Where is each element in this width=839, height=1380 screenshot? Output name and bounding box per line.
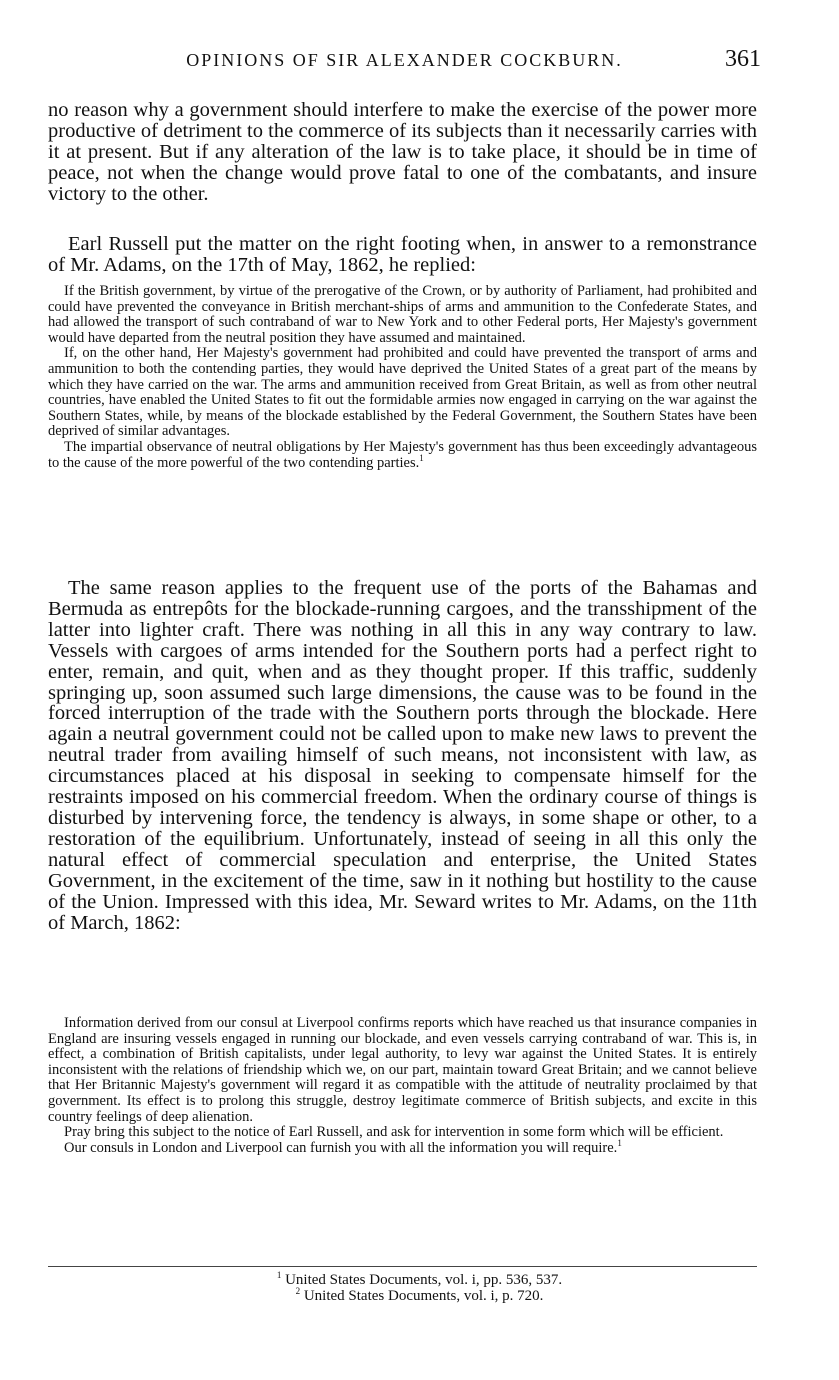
extract-paragraph: If the British government, by virtue of the prerogative of the Crown, or by authority of Parliament, had prohibited and could have prevented the conveyance in British merchant-ships of arms and ammunition to the Confederate States, and had allowed the transport of such contraband of war to New York and to other Federal ports, Her Majesty's government would have departed from the neutral position they have assumed and maintained.	[48, 283, 757, 346]
footnote	[0, 1272, 839, 1288]
extract-paragraph: Information derived from our consul at Liverpool confirms reports which have reached us that insurance companies in England are insuring vessels engaged in running our blockade, and even vessels carrying contraband of war. This is, in effect, a combination of British capitalists, under legal authority, to levy war against the United States. It is entirely inconsistent with the relations of friendship which we, on our part, maintain toward Great Britain; and we cannot believe that Her Britannic Majesty's government will regard it as compatible with the attitude of neutrality proclaimed by that government. Its effect is to prolong this struggle, destroy legitimate commerce of British subjects, and excite in this country feelings of deep alienation.	[48, 1015, 757, 1125]
footnote-rule	[48, 1266, 757, 1268]
paragraph-1-block	[48, 100, 757, 205]
extract-paragraph: Pray bring this subject to the notice of Earl Russell, and ask for intervention in some form which will be efficient.	[64, 1124, 724, 1141]
footnote-mark: 1	[276, 1270, 282, 1280]
footnote-marker: 1	[617, 1137, 622, 1148]
paragraph-3-block	[48, 578, 757, 933]
footnote-marker: 1	[419, 452, 424, 463]
extract-paragraph	[48, 1137, 757, 1157]
extract-seward	[48, 1016, 757, 1156]
extract-text: Our consuls in London and Liverpool can furnish you with all the information you will require.	[64, 1139, 618, 1156]
page-number: 361	[725, 46, 761, 72]
body-paragraph: no reason why a government should interfere to make the exercise of the power more productive of detriment to the commerce of its subjects than it necessarily carries with it at present. But if any alteration of the law is to take place, it should be in time of peace, not when the change would prove fatal to one of the combatants, and insure victory to the other.	[48, 99, 757, 205]
body-paragraph: The same reason applies to the frequent use of the ports of the Bahamas and Bermuda as entrepôts for the blockade-running cargoes, and the transshipment of the latter into lighter craft. There was nothing in all this in any way contrary to law. Vessels with cargoes of arms intended for the Southern ports had a perfect right to enter, remain, and quit, when and as they thought proper. If this traffic, suddenly springing up, soon assumed such large dimensions, the cause was to be found in the forced interruption of the trade with the Southern ports through the blockade. Here again a neutral government could not be called upon to make new laws to prevent the neutral trader from availing himself of such means, not inconsistent with law, as circumstances placed at his disposal in seeking to compensate himself for the restraints imposed on his commercial freedom. When the ordinary course of things is disturbed by intervening force, the tendency is always, in some shape or other, to a restoration of the equilibrium. Unfortunately, instead of seeing in all this only the natural effect of commercial speculation and enterprise, the United States Government, in the excitement of the time, saw in it nothing but hostility to the cause of the Union. Impressed with this idea, Mr. Seward writes to Mr. Adams, on the 11th of March, 1862:	[48, 577, 757, 934]
extract-text: The impartial observance of neutral obligations by Her Majesty's government has thus been exceedingly advantageous to the cause of the more powerful of the two contending parties.	[48, 438, 757, 471]
footnote-text: United States Documents, vol. i, pp. 536, 537.	[285, 1272, 563, 1288]
footnote-mark: 2	[295, 1286, 301, 1296]
extract-paragraph: If, on the other hand, Her Majesty's government had prohibited and could have prevented the transport of arms and ammunition to both the contending parties, they would have deprived the United States of a great part of the means by which they have carried on the war. The arms and ammunition received from Great Britain, as well as from other neutral countries, have enabled the United States to fit out the formidable armies now engaged in carrying on the war against the Southern States, while, by means of the blockade established by the Federal Government, the Southern States have been deprived of similar advantages.	[48, 345, 757, 440]
running-title: OPINIONS OF SIR ALEXANDER COCKBURN.	[186, 50, 623, 70]
footnotes	[0, 1272, 839, 1304]
body-paragraph: Earl Russell put the matter on the right footing when, in answer to a remonstrance of Mr. Adams, on the 17th of May, 1862, he replied:	[48, 233, 757, 276]
paragraph-2-block	[48, 234, 757, 276]
extract-paragraph	[48, 440, 757, 471]
extract-russell	[48, 284, 757, 471]
footnote	[0, 1288, 839, 1304]
running-header	[48, 46, 761, 80]
footnote-text: United States Documents, vol. i, p. 720.	[303, 1288, 544, 1304]
